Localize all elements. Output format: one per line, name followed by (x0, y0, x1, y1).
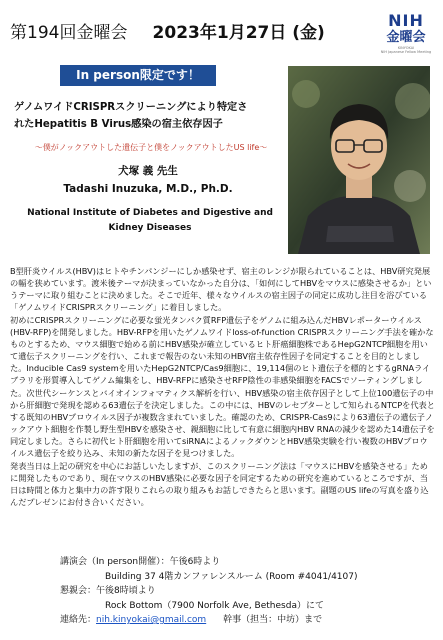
affiliation-line: Kidney Diseases (108, 223, 192, 233)
logo-roman: KINYOKAI (397, 46, 415, 50)
speaker-name-jp: 犬塚 義 先生 (118, 165, 178, 177)
speaker-photo (288, 66, 430, 254)
contact-email-link[interactable]: nih.kinyokai@gmail.com (96, 615, 207, 625)
talk-title (14, 99, 290, 133)
contact-line (60, 613, 430, 628)
speaker-name-en: Tadashi Inuzuka, M.D., Ph.D. (63, 183, 233, 195)
abstract (10, 265, 435, 508)
lecture-time: 講演会（In person開催）：午後6時より (60, 557, 221, 567)
lecture-venue: Building 37 4階カンファレンスルーム (Room #4041/4107) (105, 571, 358, 582)
affiliation-line: National Institute of Diabetes and Digestive and (27, 208, 273, 218)
header (10, 18, 370, 48)
speaker-photo-image (288, 66, 430, 254)
talk-subtitle: ～僕がノックアウトした遺伝子と僕をノックアウトしたUS life～ (34, 143, 268, 152)
contact-suffix: 幹事（担当：中坊）まで (223, 615, 323, 625)
social-time: 懇親会：午後8時頃より (60, 586, 156, 596)
in-person-banner: In person限定です！ (60, 65, 216, 86)
talk-title-line: れたHepatitis B Virus感染の宿主依存因子 (14, 119, 223, 130)
event-date: 2023年1月27日 (金) (152, 23, 325, 43)
event-logistics (60, 555, 430, 628)
abstract-paragraph: B型肝炎ウイルス(HBV)はヒトやチンパンジーにしか感染せず、宿主のレンジが限られていることは、HBV研究発展の幅を狭めています。渡米後テーマが決まっていなかった自分は、「如何にしてHBVをマウスに感染させるか」というテーマに取り組むことに決めました。そこで近年、様々なウイルスの宿主因子の同定に成功し注目を浴びている「ゲノムワイドCRISPRスクリーニング」に着目しました。 (10, 266, 432, 313)
kinyokai-logo (377, 12, 435, 62)
logo-nih: NIH (388, 11, 424, 30)
logo-jp: 金曜会 (386, 30, 426, 45)
social-venue: Rock Bottom（7900 Norfolk Ave, Bethesda）にて (105, 600, 324, 611)
abstract-paragraph: 発表当日は上記の研究を中心にお話しいたしますが、このスクリーニング法は「マウスにHBVを感染させる」ために開発したものであり、現在マウスのHBV感染に必要な因子を同定するための研究を進めているところですが、当日は時間と体力と集中力の許す限りこれらの取り組みもお話しできたらと思います。副題のUS lifeの写真を盛り込んだプレゼンにお付き合いください。 (10, 460, 429, 507)
event-number: 第194回金曜会 (10, 23, 128, 43)
contact-label: 連絡先： (60, 615, 97, 625)
talk-title-line: ゲノムワイドCRISPRスクリーニングにより特定さ (14, 102, 248, 113)
abstract-paragraph: 初めにCRISPRスクリーニングに必要な蛍光タンパク質RFP遺伝子をゲノムに組み込んだHBVレポーターウイルス(HBV-RFP)を開発しました。HBV-RFPを用いたゲノムワイドloss-of-function CRISPRスクリーニング手法を確かなものとするため、マウス細胞で始める前にHBV感染が確立しているヒト肝癌細胞株であるHepG2NTCP細胞を用いて遺伝子スクリーニングを行い、これまで報告のない未知のHBV宿主依存性因子を同定することを目的としました。Inducible Cas9 systemを用いたHepG2NTCP/Cas9細胞に、19,114個のヒト遺伝子を標的とするgRNAライブラリを形質導入してゲノム編集をし、HBV-RFPに感染させRFP陰性の非感染細胞をFACSでソーティングしました。次世代シーケンスとバイオインフォマティクス解析を行い、HBV感染の宿主依存因子として上位100遺伝子の中から肝細胞で発現を認める63遺伝子を決定しました。この中には、HBVのレセプターとして知られるNTCPを代表とする既知のHBVプロウイルス因子が複数含まれていました。確認のため、CRISPR-Cas9により63遺伝子の遺伝子ノックアウト細胞を作製し野生型HBVを感染させ、親細胞に比して有意に細胞内HBV RNAの減少を認めた14遺伝子を同定しました。さらに初代ヒト肝細胞を用いてsiRNAによるノックダウンとHBV感染実験を行い複数のHBVプロウイルス遺伝子を絞り込み、未知の新たな因子を見つけました。 (10, 314, 435, 459)
logo-tagline: NIH Japanese Fellow Meeting (380, 50, 432, 54)
speaker-affiliation (10, 206, 290, 236)
